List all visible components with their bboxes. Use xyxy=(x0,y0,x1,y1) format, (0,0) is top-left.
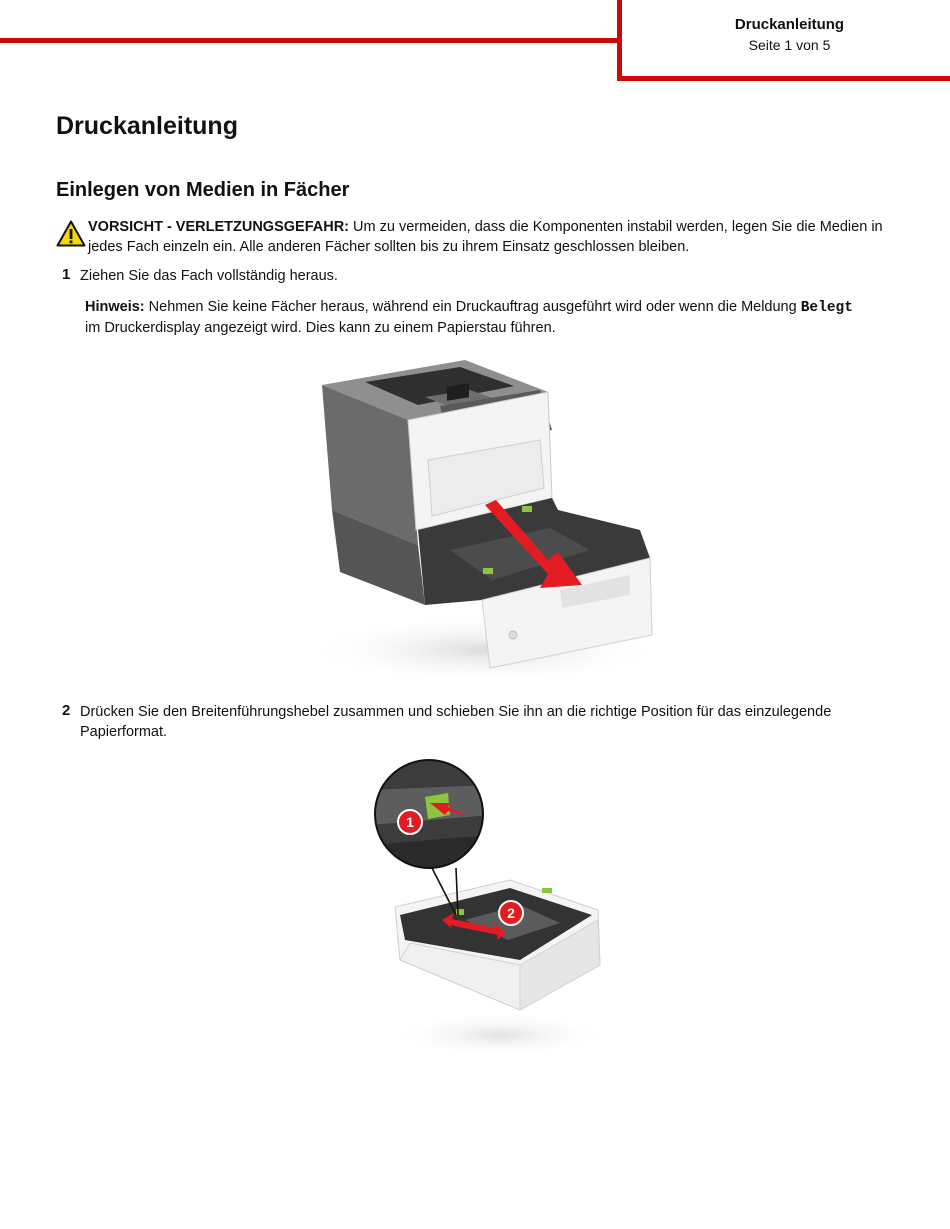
note-code-belegt: Belegt xyxy=(800,300,853,316)
header-box xyxy=(617,0,950,81)
header-title: Druckanleitung xyxy=(734,16,845,33)
figure-tray-width-guide xyxy=(370,755,610,1060)
step-1-text: Ziehen Sie das Fach vollständig heraus. xyxy=(80,268,338,284)
note-text-before: Nehmen Sie keine Fächer heraus, während ein Druckauftrag ausgeführt wird oder wenn die Meldung xyxy=(144,299,801,315)
step-1-note xyxy=(85,297,900,338)
warning-icon xyxy=(56,220,86,247)
caution-body: Um zu vermeiden, dass die Komponenten instabil werden, legen Sie die Medien in jedes Fach einzeln ein. Alle anderen Fächer sollten bis zu ihrem Einsatz geschlossen bleiben. xyxy=(88,219,883,255)
caution-notice xyxy=(56,217,896,257)
header-page-number: Seite 1 von 5 xyxy=(748,37,831,53)
callout-2: 2 xyxy=(507,905,515,921)
section-title: Einlegen von Medien in Fächer xyxy=(56,179,350,201)
note-text-after: im Druckerdisplay angezeigt wird. Dies kann zu einem Papierstau führen. xyxy=(85,320,556,336)
header-rule xyxy=(0,38,620,43)
note-label: Hinweis: xyxy=(85,299,145,315)
step-1-number: 1 xyxy=(62,266,71,283)
figure-printer-tray-pulled-out xyxy=(300,350,670,695)
caution-label: VORSICHT - VERLETZUNGSGEFAHR: xyxy=(88,219,350,235)
document-title: Druckanleitung xyxy=(56,112,238,140)
step-2-text: Drücken Sie den Breitenführungshebel zusammen und schieben Sie ihn an die richtige Position für das einzulegende Papierformat. xyxy=(80,704,832,740)
callout-1: 1 xyxy=(406,814,414,830)
caution-text xyxy=(88,217,896,257)
step-2-number: 2 xyxy=(62,702,71,719)
